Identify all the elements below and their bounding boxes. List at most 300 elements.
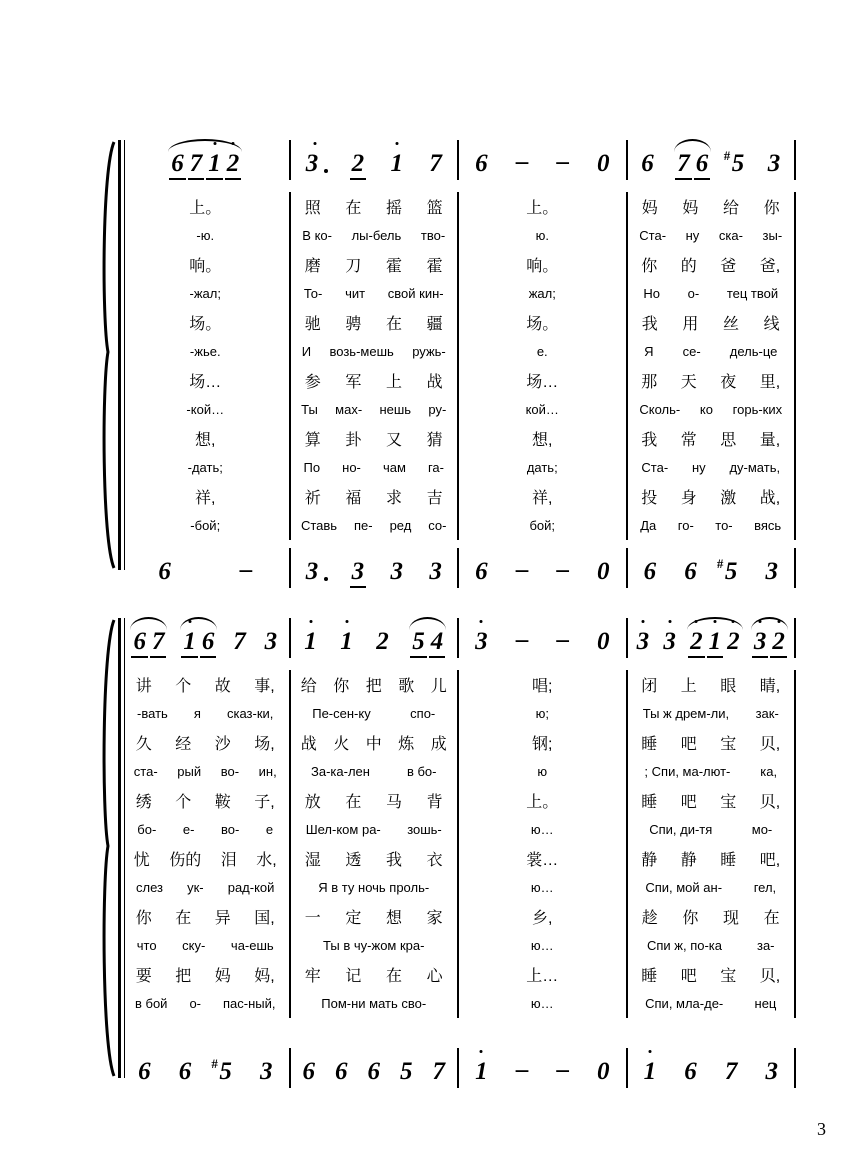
lyric-text: 常 (680, 432, 697, 449)
lyric-text: тво- (420, 228, 446, 243)
lyric-cell (122, 366, 291, 395)
lyric-text: Но (643, 286, 660, 301)
note: 3 (660, 629, 679, 658)
note: 0 (596, 1058, 610, 1085)
lyric-text: 你 (641, 258, 658, 275)
slur-group (674, 151, 711, 180)
lyric-text: 歌 (398, 678, 415, 695)
measure (628, 618, 797, 658)
lyric-text: 祥, (532, 490, 553, 507)
lyric-text: ко (699, 402, 713, 417)
lyric-text: 定 (345, 910, 362, 927)
lyric-cell (122, 728, 291, 757)
lyric-text: 水, (256, 852, 277, 869)
lyrics-block (122, 192, 796, 540)
lyric-cell (628, 337, 797, 366)
lyric-text: горь-ких (732, 402, 783, 417)
lyric-line (122, 395, 796, 424)
lyric-text: Спи, ди-тя (649, 822, 713, 837)
lyric-cell (459, 453, 628, 482)
lyric-line (122, 424, 796, 453)
lyric-text: 求 (386, 490, 403, 507)
note: 6 (684, 558, 697, 585)
lyric-text: 成 (430, 736, 447, 753)
lyric-text: 卦 (345, 432, 362, 449)
lyric-cell (628, 960, 797, 989)
lyric-text: 吧 (680, 968, 697, 985)
lyric-cell (459, 902, 628, 931)
lyric-text: 透 (345, 852, 362, 869)
lyric-text: Сколь- (639, 402, 681, 417)
note: 0 (596, 558, 610, 585)
lyric-text: 睡 (641, 794, 658, 811)
note: 6 (475, 150, 488, 177)
lyric-text: свой кин- (387, 286, 444, 301)
lyric-text: зошь- (407, 822, 442, 837)
lyric-line (122, 366, 796, 395)
lyric-text: 在 (175, 910, 192, 927)
system-left-barline (118, 140, 121, 570)
lyric-text: ю; (535, 706, 549, 721)
lyric-text: Шел-ком ра- (305, 822, 381, 837)
lyric-text: 上。 (526, 794, 559, 811)
lyric-cell (122, 902, 291, 931)
lyric-cell (291, 844, 460, 873)
lyric-text: 激 (720, 490, 737, 507)
note: 7 (432, 1058, 445, 1085)
lyric-cell (459, 337, 628, 366)
lyric-cell (291, 337, 460, 366)
lyric-text: ну (685, 228, 700, 243)
measure (122, 618, 291, 658)
lyric-cell (122, 670, 291, 699)
lyric-text: -жал; (189, 286, 221, 301)
note: 6 (130, 629, 149, 658)
slur-group (168, 151, 242, 180)
lyric-text: 吧 (680, 794, 697, 811)
lyric-text: 思 (720, 432, 737, 449)
lyric-cell (459, 989, 628, 1018)
lyric-cell (628, 192, 797, 221)
lyric-text: 在 (345, 200, 362, 217)
note: 3 (303, 559, 329, 588)
measure (291, 140, 460, 180)
lyric-cell (459, 728, 628, 757)
note: 4 (428, 629, 447, 658)
lyric-text: сказ-ки, (227, 706, 274, 721)
lyric-cell (459, 960, 628, 989)
lyric-line (122, 902, 796, 931)
lyric-line (122, 308, 796, 337)
note: 2 (769, 629, 788, 658)
lyric-cell (628, 786, 797, 815)
lyric-text: се- (682, 344, 701, 359)
note-dash: – (515, 556, 529, 583)
system-brace-icon (96, 140, 118, 570)
lyric-line (122, 728, 796, 757)
lyric-text: га- (427, 460, 444, 475)
lyric-text: 霍 (426, 258, 443, 275)
lyric-cell (459, 424, 628, 453)
top-staff-notes (122, 618, 796, 658)
note: 2 (376, 628, 389, 655)
lyric-line (122, 757, 796, 786)
lyric-text: зы- (762, 228, 783, 243)
measure (459, 1048, 628, 1088)
bottom-staff-notes (122, 548, 796, 588)
lyric-text: 心 (426, 968, 443, 985)
lyric-cell (291, 308, 460, 337)
slur-group (130, 629, 167, 658)
lyric-text: Ты ж дрем-ли, (642, 706, 730, 721)
lyric-text: 现 (723, 910, 740, 927)
lyric-text: кой… (525, 402, 559, 417)
lyric-text: 军 (345, 374, 362, 391)
lyric-cell (291, 453, 460, 482)
lyric-text: -жье. (189, 344, 221, 359)
lyric-text: 衣 (426, 852, 443, 869)
lyric-text: 参 (304, 374, 321, 391)
lyric-text: 一 (304, 910, 321, 927)
system-brace-icon (96, 618, 118, 1078)
lyric-cell (122, 279, 291, 308)
note: 7 (187, 151, 206, 180)
lyric-text: ю… (530, 996, 554, 1011)
lyric-text: 想, (195, 432, 216, 449)
lyric-text: 照 (304, 200, 321, 217)
note: 3 (349, 559, 368, 588)
lyric-cell (291, 931, 460, 960)
lyric-cell (459, 250, 628, 279)
lyric-text: слез (136, 880, 164, 895)
note: 6 (199, 629, 218, 658)
lyric-text: Я (644, 344, 654, 359)
lyric-cell (459, 757, 628, 786)
lyric-text: 夜 (720, 374, 737, 391)
lyric-text: 趁 (641, 910, 658, 927)
lyric-text: 爸 (720, 258, 737, 275)
lyric-text: 猜 (426, 432, 443, 449)
note: 3 (390, 558, 403, 585)
lyric-text: 闭 (641, 678, 658, 695)
lyric-text: 中 (365, 736, 382, 753)
note: 6 (178, 1058, 192, 1085)
note-dash: – (515, 626, 529, 653)
lyric-text: 钢; (532, 736, 553, 753)
lyric-cell (122, 960, 291, 989)
lyric-cell (122, 786, 291, 815)
lyric-text: я (193, 706, 201, 721)
lyric-text: во- (220, 764, 240, 779)
lyric-cell (628, 453, 797, 482)
lyric-text: 场。 (189, 316, 222, 333)
lyric-line (122, 873, 796, 902)
lyric-cell (122, 699, 291, 728)
note-dash: – (556, 626, 569, 653)
lyric-cell (122, 221, 291, 250)
note: 6 (302, 1058, 315, 1085)
note: 3 (751, 629, 770, 658)
lyric-text: 贝, (759, 968, 781, 985)
lyric-text: го- (677, 518, 694, 533)
note: 3 (264, 628, 278, 655)
lyric-text: Спи, мой ан- (645, 880, 723, 895)
measure (291, 1048, 460, 1088)
lyric-text: в бо- (406, 764, 437, 779)
lyric-text: -бой; (190, 518, 221, 533)
measure (459, 548, 628, 588)
note: 3 (429, 558, 442, 585)
lyric-cell (291, 511, 460, 540)
lyric-text: ду-мать, (729, 460, 781, 475)
lyric-text: 驰 (304, 316, 321, 333)
lyric-text: вясь (754, 518, 782, 533)
lyric-text: 牢 (304, 968, 321, 985)
note: 2 (224, 151, 243, 180)
lyric-cell (122, 337, 291, 366)
lyric-text: 你 (333, 678, 350, 695)
lyric-cell (459, 366, 628, 395)
slur-group (180, 629, 217, 658)
lyric-text: 投 (641, 490, 658, 507)
lyric-text: е- (182, 822, 195, 837)
lyric-text: спо- (410, 706, 436, 721)
lyric-text: 鞍 (214, 794, 231, 811)
lyric-cell (628, 757, 797, 786)
lyric-text: 你 (763, 200, 780, 217)
note-dash: – (556, 1056, 569, 1083)
lyric-text: 福 (345, 490, 362, 507)
note: 6 (684, 1058, 697, 1085)
note: 6 (367, 1058, 380, 1085)
lyric-text: ю… (530, 938, 554, 953)
lyric-text: 里, (759, 374, 781, 391)
lyric-text: 把 (365, 678, 382, 695)
lyric-text: чам (382, 460, 406, 475)
lyric-text: Ста- (641, 460, 669, 475)
lyric-cell (628, 511, 797, 540)
lyric-text: ю. (535, 228, 549, 243)
lyric-text: 战 (300, 736, 317, 753)
lyric-text: за- (756, 938, 775, 953)
measure (291, 548, 460, 588)
note: 5 (400, 1058, 413, 1085)
note: 6 (643, 558, 657, 585)
note: 2 (687, 629, 706, 658)
lyric-line (122, 989, 796, 1018)
note: 7 (429, 150, 442, 177)
lyric-text: 放 (304, 794, 321, 811)
lyric-text: Пе-сен-ку (312, 706, 371, 721)
lyric-text: 妈 (682, 200, 699, 217)
lyric-text: 磨 (304, 258, 321, 275)
note: 3 (472, 629, 491, 658)
lyric-text: 裳… (526, 852, 559, 869)
lyric-text: ю… (530, 880, 554, 895)
lyric-line (122, 786, 796, 815)
lyric-text: ста- (133, 764, 158, 779)
lyric-text: 把 (175, 968, 192, 985)
lyric-text: бо- (137, 822, 157, 837)
lyric-cell (122, 989, 291, 1018)
lyric-text: 贝, (759, 736, 781, 753)
measure (628, 548, 797, 588)
lyric-line (122, 931, 796, 960)
measure (628, 140, 797, 180)
lyric-cell (628, 308, 797, 337)
lyric-text: -вать (137, 706, 168, 721)
lyric-cell (291, 728, 460, 757)
lyric-text: зак- (755, 706, 779, 721)
lyric-text: -кой… (186, 402, 225, 417)
lyric-text: ска- (718, 228, 743, 243)
lyric-text: ; Спи, ма-лют- (644, 764, 731, 779)
lyric-text: -ю. (196, 228, 215, 243)
note: 6 (158, 558, 171, 585)
lyric-text: 吧 (680, 736, 697, 753)
lyric-text: 沙 (214, 736, 231, 753)
lyric-text: ка, (760, 764, 778, 779)
lyric-text: е (265, 822, 274, 837)
lyric-text: 爸, (759, 258, 781, 275)
lyric-text: 睛, (759, 678, 781, 695)
note: # 5 (716, 556, 738, 585)
lyric-text: со- (428, 518, 447, 533)
lyric-line (122, 337, 796, 366)
lyric-cell (459, 221, 628, 250)
note: 6 (641, 150, 654, 177)
lyric-text: рый (177, 764, 202, 779)
lyric-cell (291, 395, 460, 424)
lyric-text: мах- (335, 402, 363, 417)
slur-group (751, 629, 788, 658)
note-dash: – (239, 556, 253, 583)
lyric-cell (291, 902, 460, 931)
lyric-text: во- (221, 822, 240, 837)
lyric-cell (122, 395, 291, 424)
lyric-text: 异 (214, 910, 231, 927)
lyric-text: По (303, 460, 321, 475)
lyric-text: 马 (386, 794, 403, 811)
lyric-cell (291, 670, 460, 699)
lyric-text: 火 (333, 736, 350, 753)
lyric-text: 场… (526, 374, 559, 391)
lyric-text: Ты в чу-жом кра- (323, 938, 425, 953)
lyric-text: в бой (134, 996, 168, 1011)
lyric-text: 静 (680, 852, 697, 869)
lyric-text: ю (537, 764, 548, 779)
lyric-text: 刀 (345, 258, 362, 275)
lyric-line (122, 250, 796, 279)
lyric-text: 要 (135, 968, 152, 985)
lyric-text: 睡 (641, 968, 658, 985)
lyric-text: 睡 (720, 852, 737, 869)
lyric-text: 经 (175, 736, 192, 753)
lyric-text: 祥, (195, 490, 216, 507)
lyric-text: 泪 (220, 852, 237, 869)
system-left-barline (118, 618, 121, 1078)
lyric-cell (291, 482, 460, 511)
lyric-text: 场, (254, 736, 275, 753)
lyric-cell (291, 366, 460, 395)
lyric-text: что (136, 938, 157, 953)
lyric-text: но- (342, 460, 361, 475)
note: 7 (149, 629, 168, 658)
lyric-cell (291, 250, 460, 279)
lyric-cell (628, 844, 797, 873)
measure (291, 618, 460, 658)
lyric-text: 霍 (386, 258, 403, 275)
lyric-text: 记 (345, 968, 362, 985)
lyric-cell (628, 931, 797, 960)
lyric-cell (122, 250, 291, 279)
lyric-text: е. (536, 344, 548, 359)
lyric-text: лы-бель (351, 228, 402, 243)
note-dash: – (515, 148, 529, 175)
lyric-cell (122, 453, 291, 482)
lyric-text: 久 (135, 736, 152, 753)
lyric-line (122, 192, 796, 221)
note: 6 (168, 151, 187, 180)
lyric-text: 故 (214, 678, 231, 695)
lyric-cell (628, 395, 797, 424)
lyric-text: 家 (426, 910, 443, 927)
note: 3 (767, 150, 781, 177)
lyric-text: гел, (753, 880, 777, 895)
lyric-text: дель-це (729, 344, 778, 359)
lyric-line (122, 960, 796, 989)
lyric-text: 战, (759, 490, 781, 507)
lyric-text: дать; (526, 460, 558, 475)
lyric-cell (291, 699, 460, 728)
lyric-text: ук- (187, 880, 204, 895)
lyric-text: 贝, (759, 794, 781, 811)
lyric-text: 炼 (398, 736, 415, 753)
note: 0 (596, 150, 610, 177)
lyric-text: 上… (526, 968, 559, 985)
lyric-text: 吧, (759, 852, 781, 869)
top-staff-notes (122, 140, 796, 180)
lyric-text: 妈, (254, 968, 275, 985)
lyric-cell (291, 815, 460, 844)
lyric-text: 绣 (135, 794, 152, 811)
lyric-text: 伤的 (169, 852, 202, 869)
lyric-text: рад-кой (227, 880, 275, 895)
lyric-text: 子, (254, 794, 275, 811)
note-dash: – (556, 148, 569, 175)
lyric-text: то- (715, 518, 733, 533)
measure (459, 140, 628, 180)
lyric-cell (291, 873, 460, 902)
note: 1 (180, 629, 199, 658)
lyric-text: ин, (258, 764, 277, 779)
lyric-line (122, 815, 796, 844)
page-number: 3 (817, 1119, 826, 1139)
lyric-text: 又 (386, 432, 403, 449)
note: # 5 (211, 1056, 232, 1085)
note: 7 (724, 1058, 738, 1085)
lyric-line (122, 482, 796, 511)
lyric-cell (291, 786, 460, 815)
lyric-text: 在 (386, 316, 403, 333)
lyric-text: 乡, (532, 910, 553, 927)
lyric-cell (459, 786, 628, 815)
lyric-text: 妈 (641, 200, 658, 217)
lyric-text: 给 (723, 200, 740, 217)
lyric-cell (122, 308, 291, 337)
lyric-text: 响。 (526, 258, 559, 275)
lyric-text: о- (189, 996, 201, 1011)
